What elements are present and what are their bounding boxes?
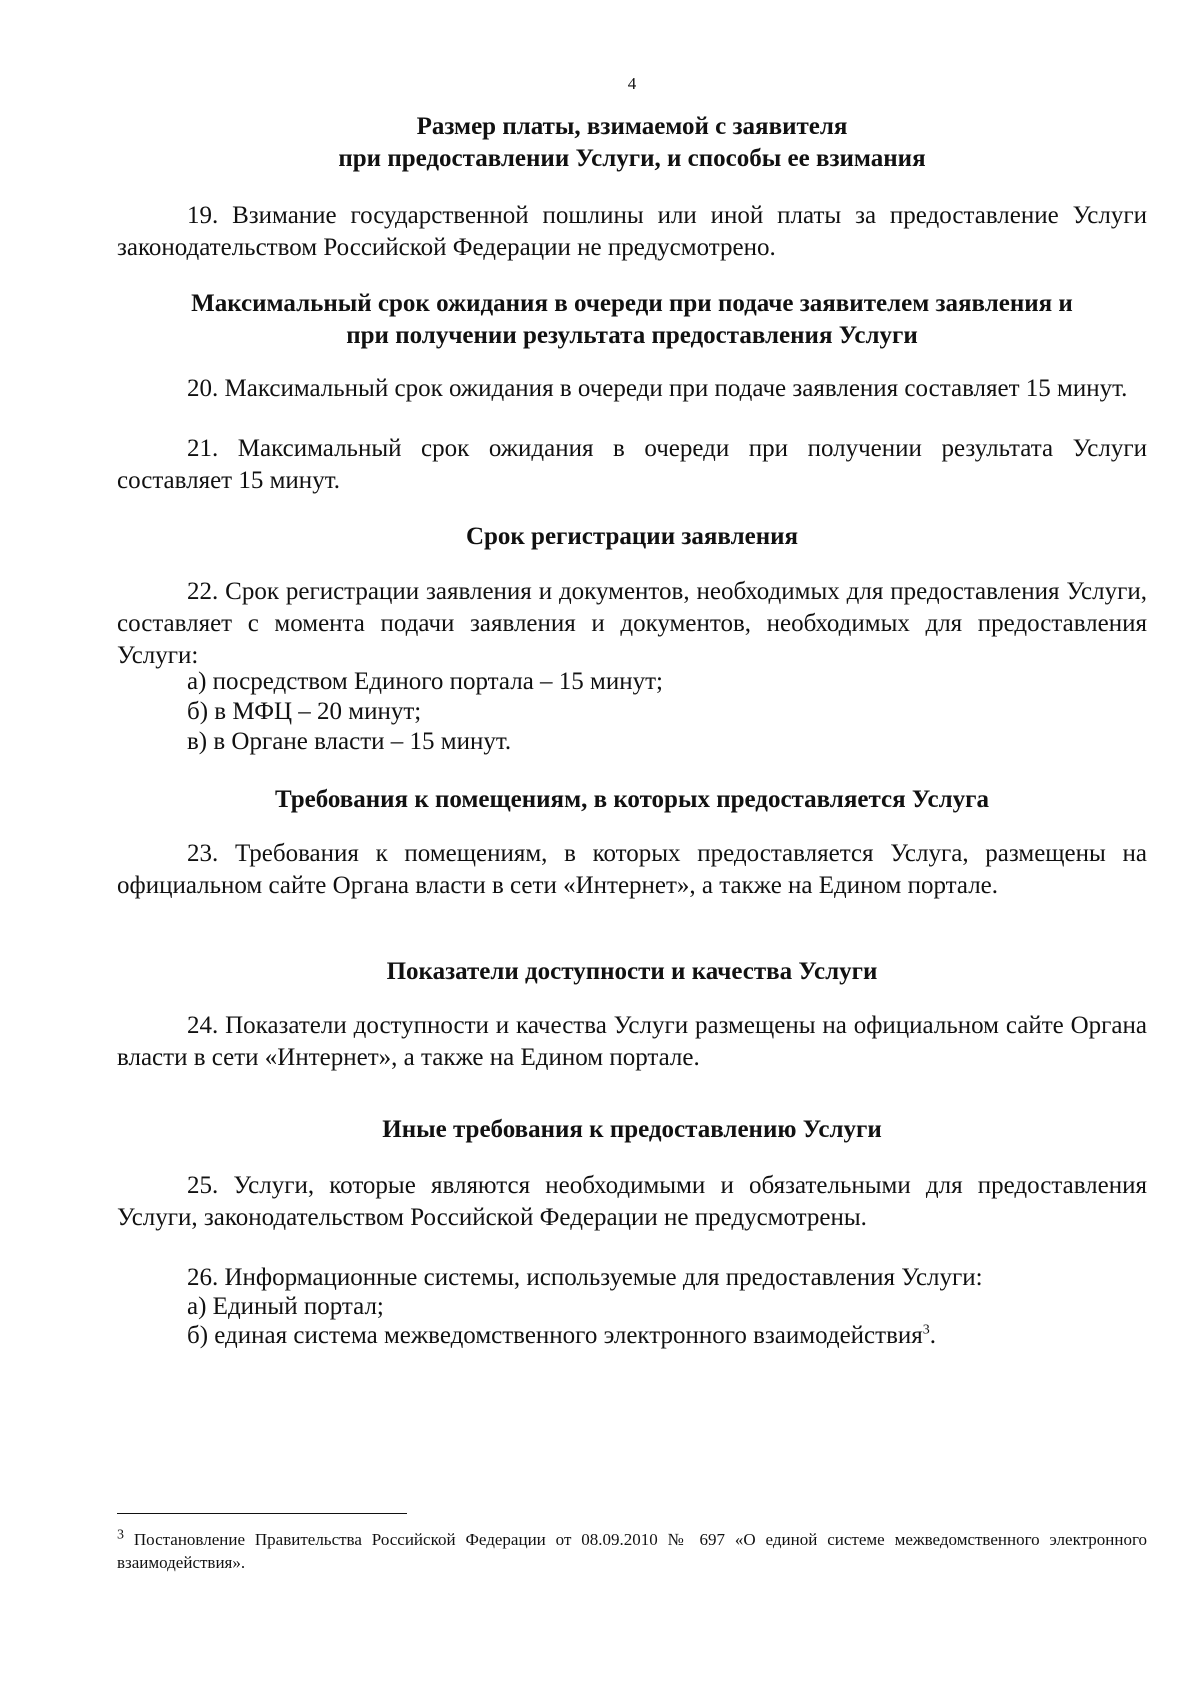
footnote [117,1528,1147,1574]
footnote-reference: 3 [922,1322,930,1338]
paragraph-20: 20. Максимальный срок ожидания в очереди при подаче заявления составляет 15 минут. [187,375,1128,402]
heading-fee [117,111,1147,175]
systems-item-b [187,1320,1147,1352]
paragraph-26: 26. Информационные системы, используемые для предоставления Услуги: [187,1264,983,1291]
registration-item-c: в) в Органе власти – 15 минут. [187,728,512,755]
paragraph-19: 19. Взимание государственной пошлины или иной платы за предоставление Услуги законодательством Российской Федерации не предусмотрено. [117,202,1147,261]
heading-queue-line1: Максимальный срок ожидания в очереди при подаче заявителем заявления и [191,290,1073,317]
paragraph-22: 22. Срок регистрации заявления и документов, необходимых для предоставления Услуги, составляет с момента подачи заявления и документов, необходимых для предоставления Услуги: [117,578,1147,669]
systems-item-b-end: . [929,1322,937,1349]
registration-item-b: б) в МФЦ – 20 минут; [187,698,422,725]
footnote-separator [117,1513,407,1514]
systems-item-b-text: б) единая система межведомственного электронного взаимодействия [187,1322,923,1349]
paragraph-21: 21. Максимальный срок ожидания в очереди при получении результата Услуги составляет 15 минут. [117,435,1147,494]
heading-premises: Требования к помещениям, в которых предоставляется Услуга [274,786,990,813]
registration-item-a: а) посредством Единого портала – 15 минут; [187,668,664,695]
paragraph-23: 23. Требования к помещениям, в которых предоставляется Услуга, размещены на официальном сайте Органа власти в сети «Интернет», а также на Едином портале. [117,840,1147,899]
heading-fee-line2: при предоставлении Услуги, и способы ее взимания [338,145,926,172]
heading-queue [117,288,1147,352]
heading-queue-line2: при получении результата предоставления Услуги [346,322,918,349]
page-number: 4 [627,74,637,93]
footnote-marker: 3 [117,1527,124,1543]
footnote-text: Постановление Правительства Российской Федерации от 08.09.2010 № 697 «О единой системе межведомственного электронного взаимодействия». [117,1530,1147,1572]
heading-quality: Показатели доступности и качества Услуги [386,958,878,985]
heading-fee-line1: Размер платы, взимаемой с заявителя [416,113,848,140]
paragraph-25: 25. Услуги, которые являются необходимыми и обязательными для предоставления Услуги, законодательством Российской Федерации не предусмотрены. [117,1172,1147,1231]
paragraph-24: 24. Показатели доступности и качества Услуги размещены на официальном сайте Органа власти в сети «Интернет», а также на Едином портале. [117,1012,1147,1071]
heading-other: Иные требования к предоставлению Услуги [382,1116,882,1143]
systems-item-a: а) Единый портал; [187,1293,384,1320]
document-page [117,0,1147,1697]
heading-registration: Срок регистрации заявления [465,523,799,550]
